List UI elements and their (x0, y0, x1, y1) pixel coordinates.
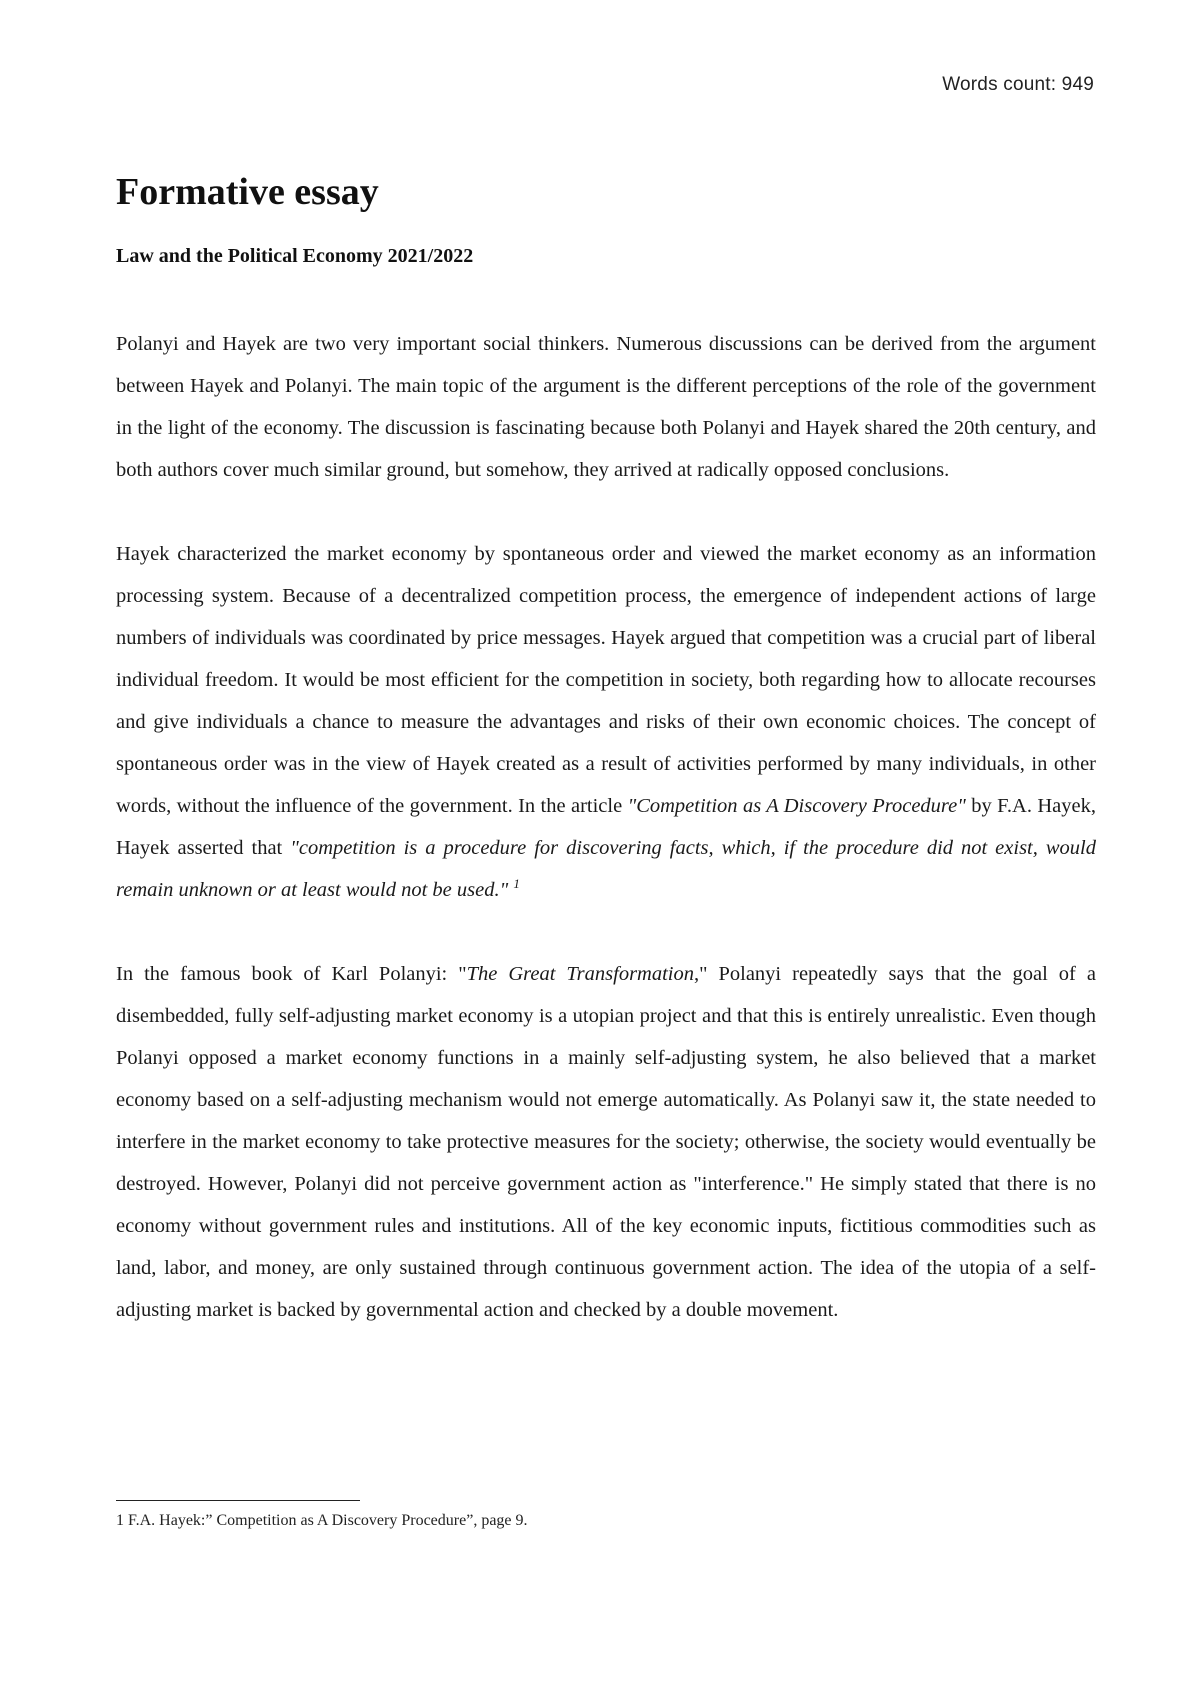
paragraph-1 (116, 323, 1096, 491)
footnote-separator (116, 1500, 360, 1501)
paragraph-2 (116, 533, 1096, 911)
document-subtitle: Law and the Political Economy 2021/2022 (116, 245, 474, 267)
essay-body (116, 323, 1096, 1373)
paragraph-1-text: Polanyi and Hayek are two very important social thinkers. Numerous discussions can be derived from the argument between Hayek and Polanyi. The main topic of the argument is the different perceptions of the role of the government in the light of the economy. The discussion is fascinating because both Polanyi and Hayek shared the 20th century, and both authors cover much similar ground, but somehow, they arrived at radically opposed conclusions. (116, 333, 1096, 481)
paragraph-3 (116, 953, 1096, 1331)
paragraph-2-text: Hayek characterized the market economy by spontaneous order and viewed the market economy as an information processing system. Because of a decentralized competition process, the emergence of independent actions of large numbers of individuals was coordinated by price messages. Hayek argued that competition was a crucial part of liberal individual freedom. It would be most efficient for the competition in society, both regarding how to allocate recourses and give individuals a chance to measure the advantages and risks of their own economic choices. The concept of spontaneous order was in the view of Hayek created as a result of activities performed by many individuals, in other words, without the influence of the government. In the article (116, 543, 1096, 817)
hayek-quote: "competition is a procedure for discovering facts, which, if the procedure did not exist, would remain unknown or at least would not be used." (116, 837, 1096, 901)
footnote: 1 F.A. Hayek:” Competition as A Discovery Procedure”, page 9. (116, 1512, 528, 1529)
word-count: Words count: 949 (942, 74, 1094, 95)
article-title-quote: "Competition as A Discovery Procedure" (627, 795, 966, 817)
paragraph-3-text: In the famous book of Karl Polanyi: " (116, 963, 467, 985)
paragraph-2-text-cont: by F.A. Hayek, Hayek asserted that (116, 795, 1096, 859)
document-title: Formative essay (116, 171, 379, 213)
paragraph-3-text-cont: ," Polanyi repeatedly says that the goal of a disembedded, fully self-adjusting market economy is a utopian project and that this is entirely unrealistic. Even though Polanyi opposed a market economy functions in a mainly self-adjusting system, he also believed that a market economy based on a self-adjusting mechanism would not emerge automatically. As Polanyi saw it, the state needed to interfere in the market economy to take protective measures for the society; otherwise, the society would eventually be destroyed. However, Polanyi did not perceive government action as "interference." He simply stated that there is no economy without government rules and institutions. All of the key economic inputs, fictitious commodities such as land, labor, and money, are only sustained through continuous government action. The idea of the utopia of a self-adjusting market is backed by governmental action and checked by a double movement. (116, 963, 1096, 1321)
footnote-reference: 1 (513, 876, 520, 892)
book-title: The Great Transformation (466, 963, 694, 985)
